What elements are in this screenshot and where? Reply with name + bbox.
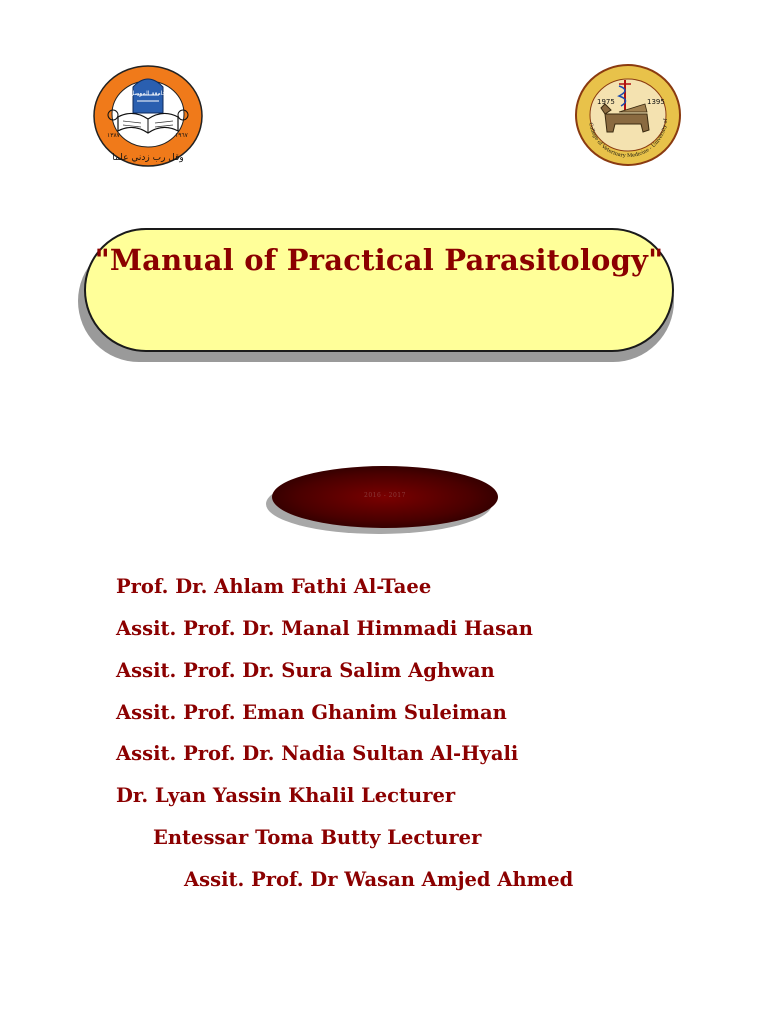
author-line: Dr. Lyan Yassin Khalil Lecturer — [116, 784, 456, 807]
author-line: Assit. Prof. Eman Ghanim Suleiman — [116, 701, 507, 724]
author-line: Entessar Toma Butty Lecturer — [153, 826, 482, 849]
author-line: Assit. Prof. Dr. Nadia Sultan Al-Hyali — [116, 742, 519, 765]
document-title: "Manual of Practical Parasitology" — [94, 243, 664, 277]
logo-motto: وقل رب زدني علما — [112, 153, 184, 163]
logo-caption: College of Veterinary Medicine - University of — [587, 118, 670, 160]
logo-year-left: ١٣٨٧ — [107, 132, 120, 139]
author-line: Assit. Prof. Dr Wasan Amjed Ahmed — [184, 868, 574, 891]
logo-caption: جامعة الموصل — [129, 90, 167, 97]
year-oval-text: 2016 - 2017 — [364, 492, 406, 499]
author-line: Prof. Dr. Ahlam Fathi Al-Taee — [116, 575, 432, 598]
logo-year-left: 1975 — [597, 98, 615, 106]
veterinary-college-logo — [575, 64, 681, 166]
author-line: Assit. Prof. Dr. Manal Himmadi Hasan — [116, 617, 533, 640]
logo-year-right: 1395 — [647, 98, 665, 106]
university-of-mosul-logo — [93, 65, 203, 167]
logo-year-right: ١٩٦٧ — [175, 132, 188, 139]
author-line: Assit. Prof. Dr. Sura Salim Aghwan — [116, 659, 495, 682]
